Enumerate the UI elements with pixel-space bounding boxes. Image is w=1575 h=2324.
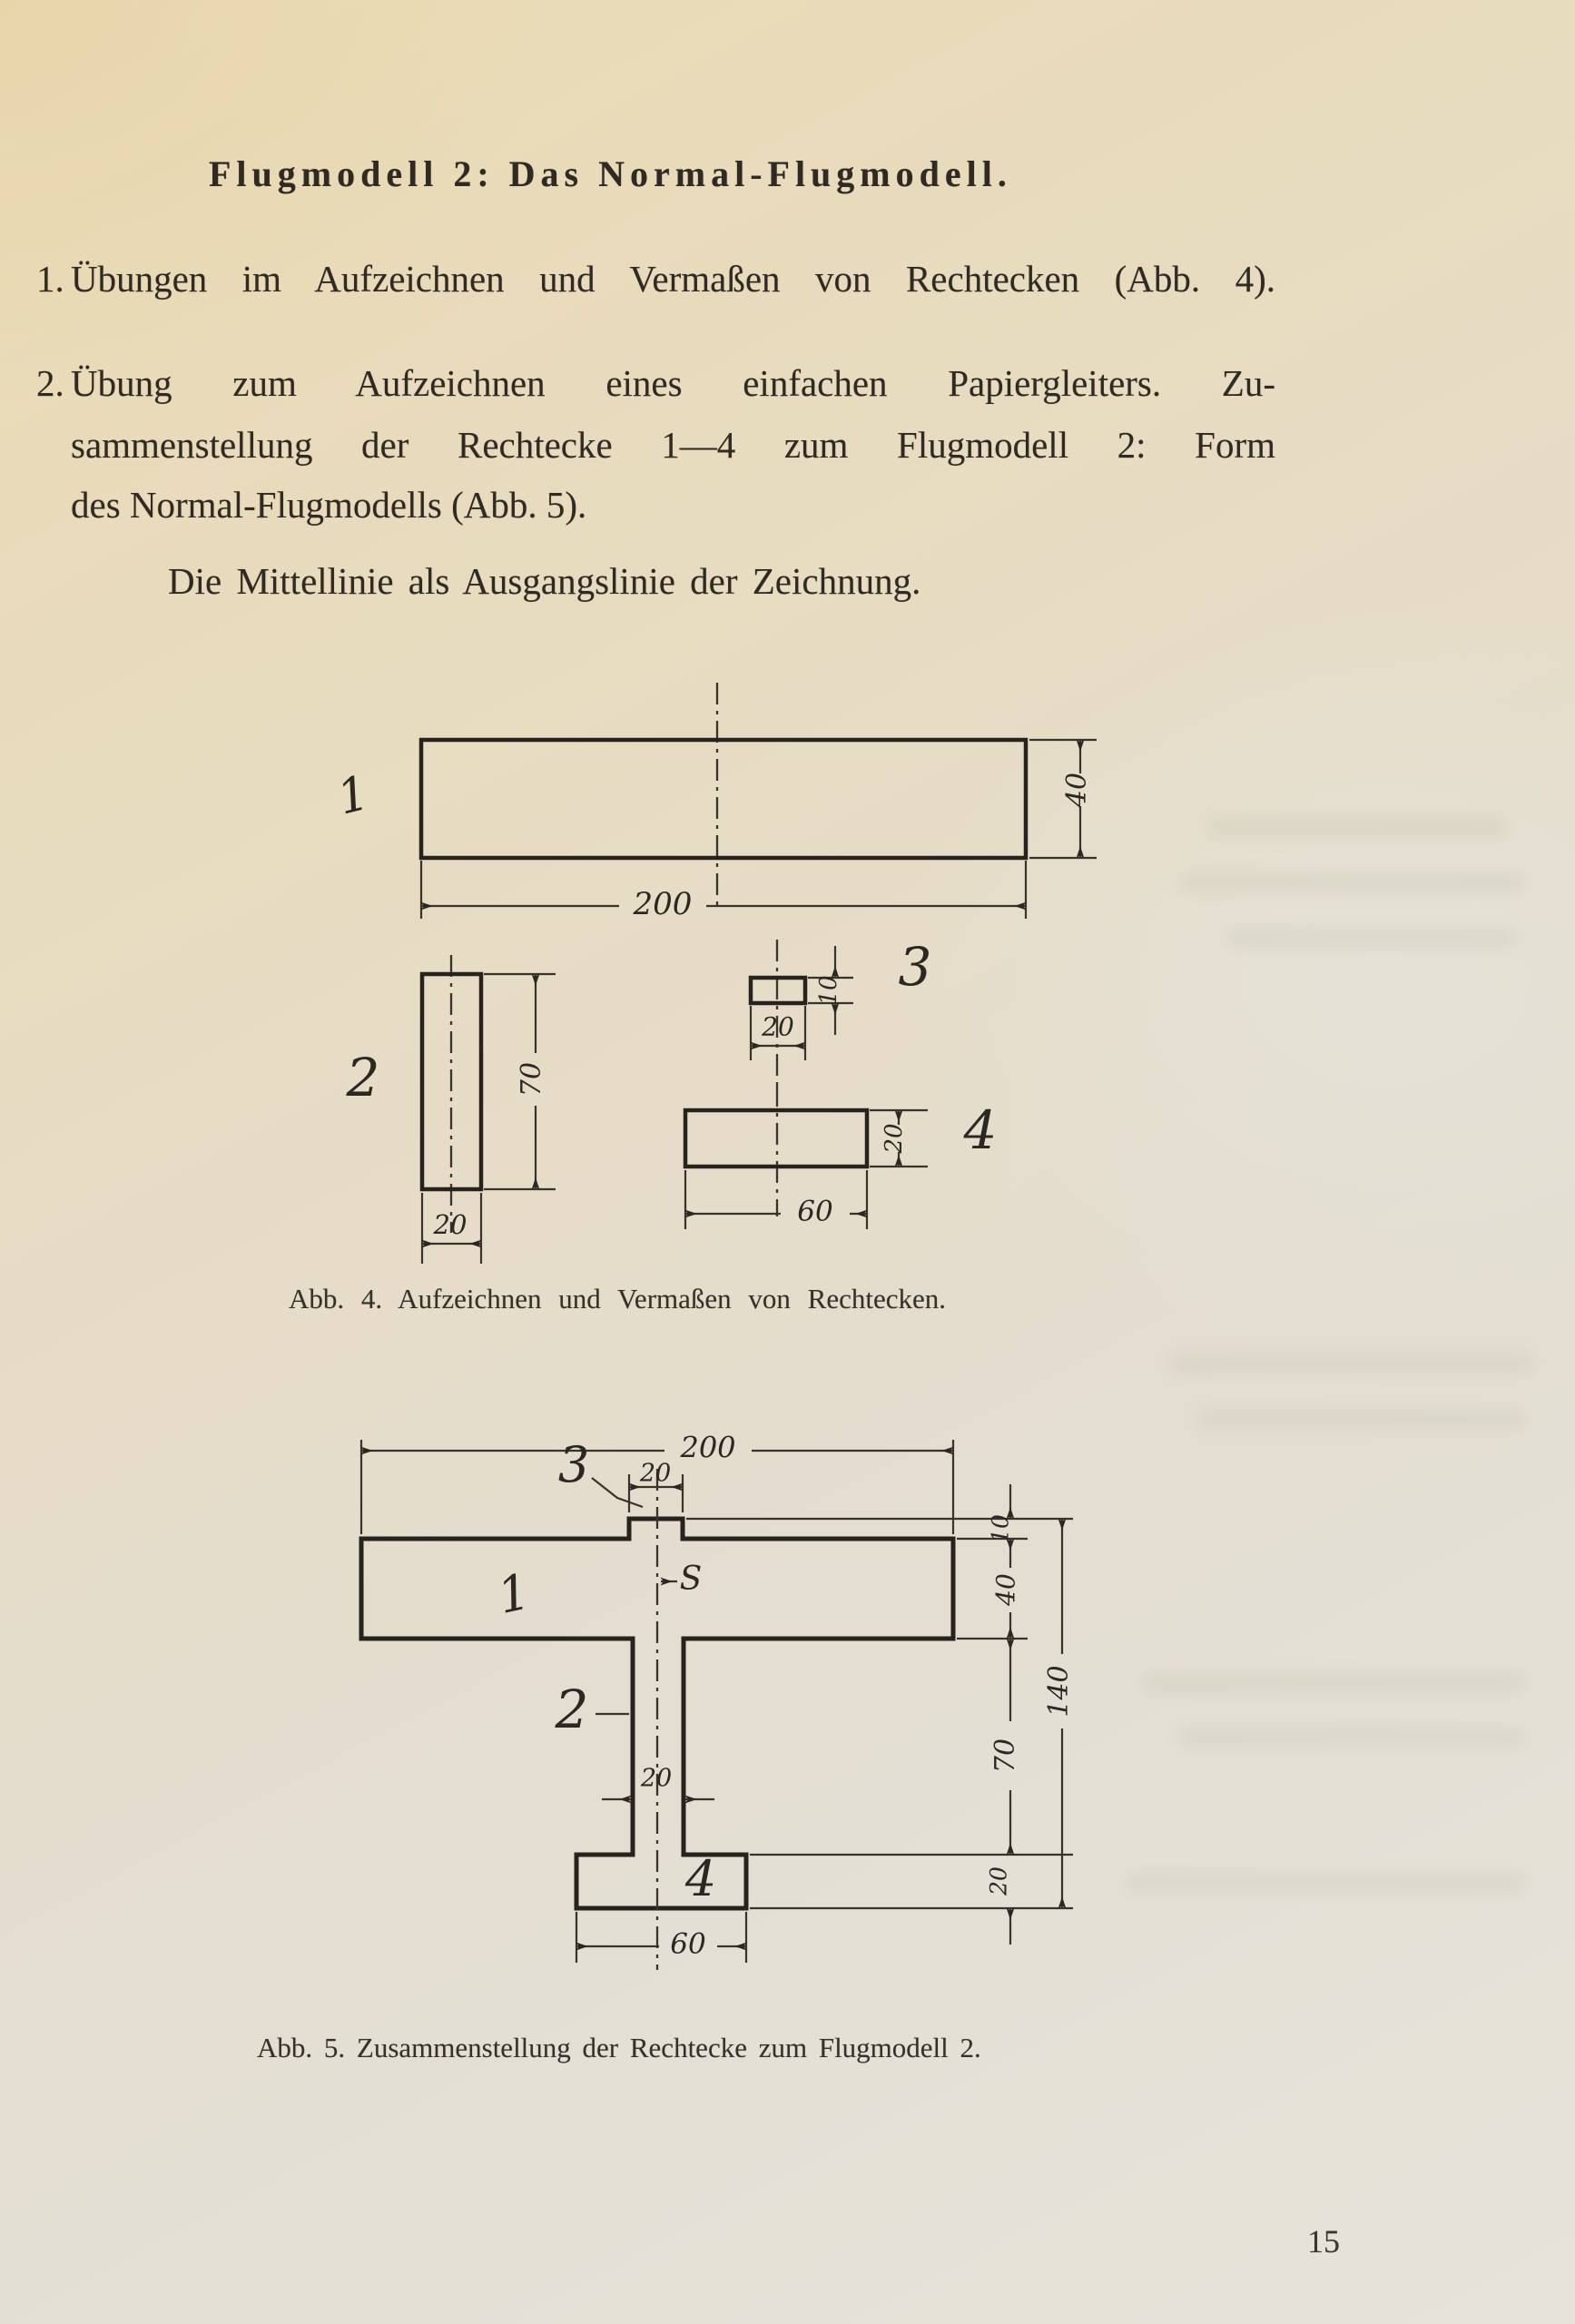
fig5-fuselage-label-group: [555, 1679, 629, 1740]
bleed-through-mark: [1180, 1728, 1525, 1747]
fig5-dim-20-tail-h: 20: [985, 1866, 1012, 1896]
fig5-label-3-leader: [592, 1478, 643, 1507]
fig4-label-2: 2: [346, 1047, 380, 1109]
fig5-label-3: 3: [557, 1436, 590, 1493]
fig4-dim-20-r4: 20: [881, 1123, 908, 1154]
fig4-dim-20-r3: 20: [762, 1011, 794, 1042]
fig5-s-marker-group: [661, 1561, 702, 1598]
bleed-through-mark: [1126, 1874, 1525, 1892]
list-item-2-number: 2.: [36, 362, 64, 404]
fig5-label-2: 2: [555, 1679, 589, 1741]
figure-abb4-drawing: [209, 672, 1171, 1271]
fig4-rect4-group: [685, 1085, 997, 1229]
bleed-through-mark: [1226, 930, 1516, 946]
fig5-dim-10: 10: [987, 1514, 1014, 1543]
bleed-through-mark: [1171, 1354, 1534, 1373]
fig4-dim-10: 10: [815, 975, 842, 1006]
list-item-2-line-3: des Normal-Flugmodells (Abb. 5).: [71, 484, 587, 526]
fig5-label-s: S: [679, 1561, 703, 1598]
fig5-dim-chain-group: [986, 1484, 1022, 1945]
fig4-dim-40: 40: [1061, 772, 1093, 808]
fig4-rect2-group: [346, 955, 556, 1264]
fig5-dim-total-height-group: [1043, 1519, 1075, 1908]
list-item-2-line-2: sammenstellung der Rechtecke 1—4 zum Flugmodell 2: Form: [71, 424, 1275, 466]
list-item-2-line-1: Übung zum Aufzeichnen eines einfachen Papiergleiters. Zu-: [71, 362, 1275, 404]
bleed-through-mark: [1180, 873, 1525, 891]
fig5-dim-60: 60: [670, 1927, 706, 1961]
list-item-1-number: 1.: [36, 258, 64, 300]
fig5-dim-tail-width-group: [576, 1912, 746, 1963]
fig4-rect1: [421, 740, 1026, 858]
figure-abb4-caption: Abb. 4. Aufzeichnen und Vermaßen von Rechtecken.: [289, 1283, 946, 1315]
fig5-dim-40: 40: [990, 1573, 1021, 1606]
fig5-dim-20-notch: 20: [639, 1459, 672, 1488]
fig4-dim-200: 200: [633, 886, 693, 922]
fig4-dim-70: 70: [516, 1061, 547, 1098]
fig5-dim-140: 140: [1043, 1665, 1075, 1718]
fig4-label-4: 4: [963, 1099, 998, 1162]
bleed-through-mark: [1207, 817, 1507, 837]
fig5-dim-70: 70: [989, 1738, 1021, 1774]
fig5-dim-20-fus: 20: [640, 1764, 673, 1793]
page-title: Flugmodell 2: Das Normal-Flugmodell.: [209, 153, 1012, 194]
fig4-dim-60: 60: [797, 1195, 833, 1228]
fig4-dim-20-r2: 20: [433, 1209, 468, 1240]
fig4-rect1-group: [332, 683, 1097, 922]
fig4-rect3-group: [751, 936, 931, 1085]
fig5-label-1: 1: [492, 1562, 536, 1625]
page-number: 15: [1307, 2223, 1340, 2260]
subheading: Die Mittellinie als Ausgangslinie der Zeichnung.: [168, 560, 921, 602]
figure-abb5-caption: Abb. 5. Zusammenstellung der Rechtecke zum Flugmodell 2.: [257, 2032, 981, 2063]
list-item-1-text: Übungen im Aufzeichnen und Vermaßen von Rechtecken (Abb. 4).: [71, 258, 1275, 300]
bleed-through-mark: [1144, 1673, 1525, 1693]
bleed-through-mark: [1198, 1410, 1525, 1428]
figure-abb5-drawing: [254, 1389, 1144, 1979]
fig5-label-4: 4: [684, 1850, 717, 1907]
fig4-label-1: 1: [331, 765, 375, 826]
fig5-dim-200: 200: [680, 1430, 736, 1465]
fig4-label-3: 3: [898, 936, 932, 999]
fig5-notch-group: [558, 1436, 683, 1512]
